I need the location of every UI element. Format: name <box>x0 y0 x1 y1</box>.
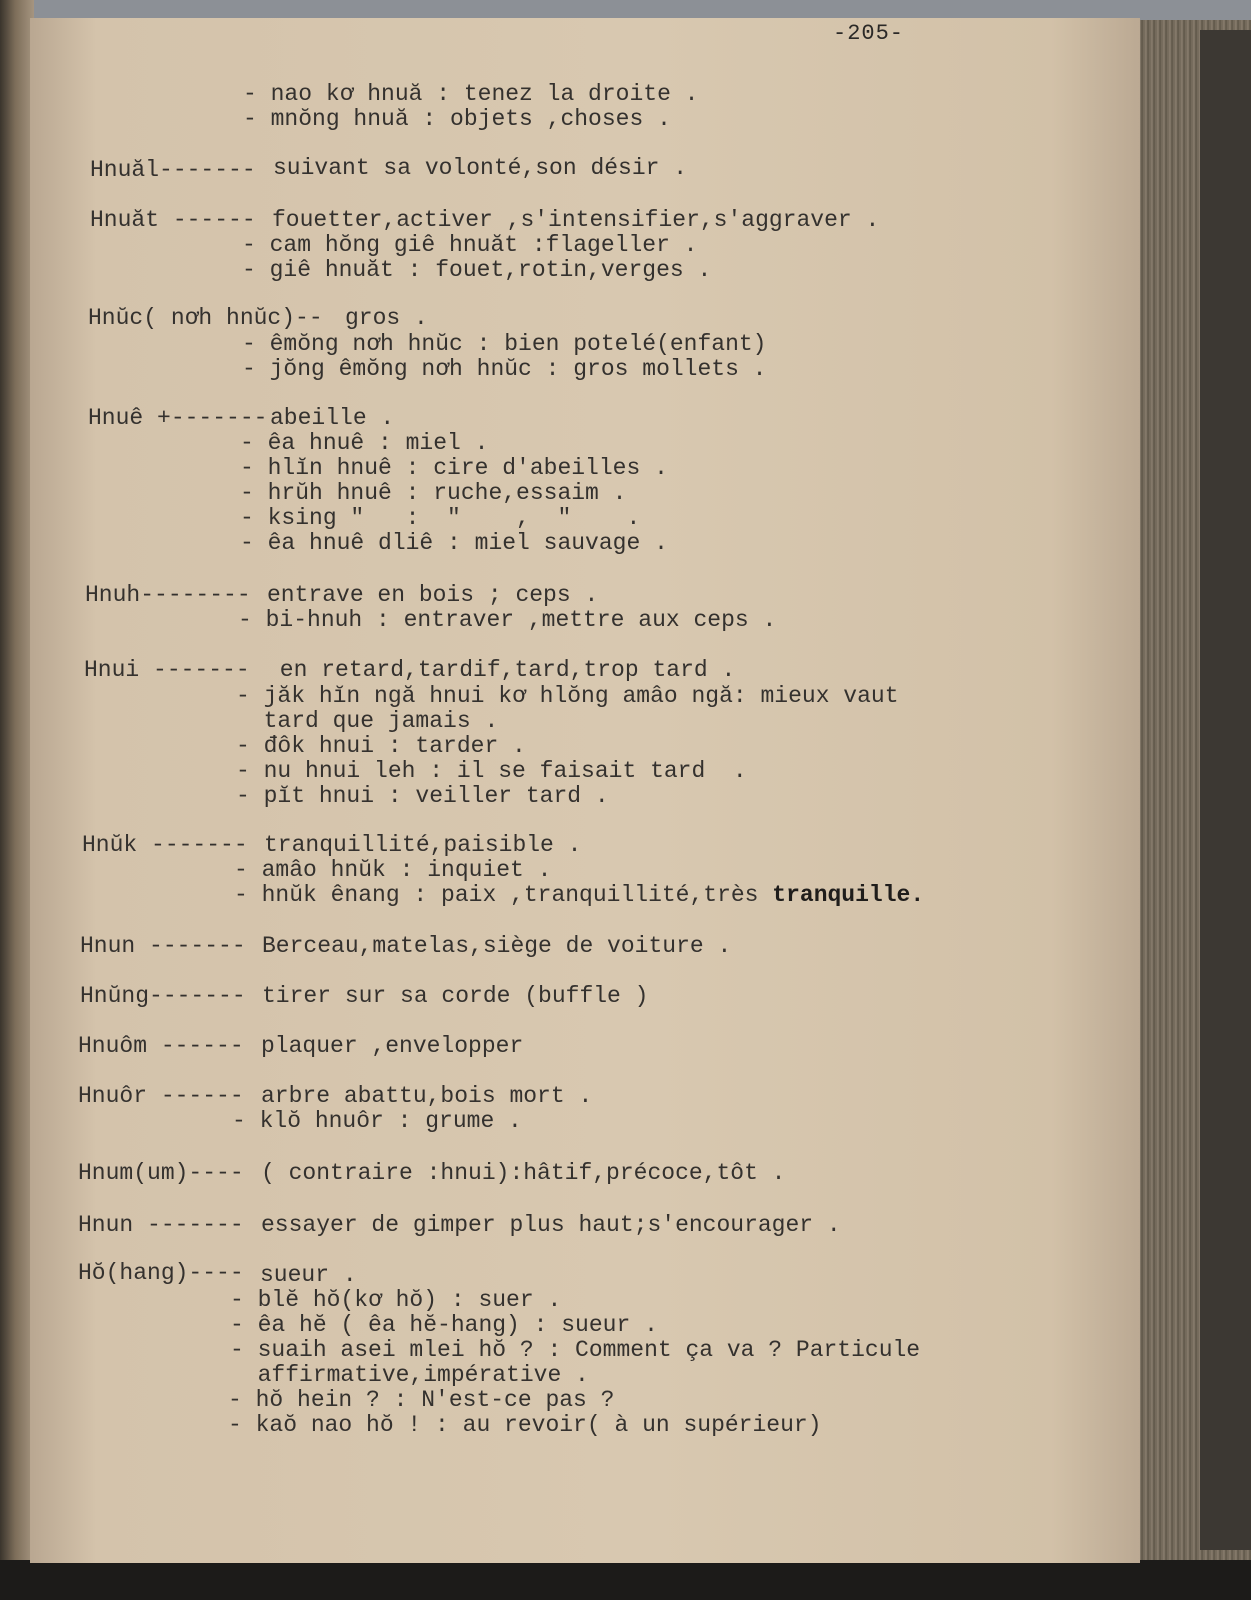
headword: Hnum(um)---- <box>78 1160 244 1186</box>
entry-line: - đôk hnui : tarder . <box>236 733 526 759</box>
page-block-shadow <box>1200 30 1251 1550</box>
definition: entrave en bois ; ceps . <box>267 582 599 608</box>
headword: Hnun ------- <box>80 933 246 959</box>
entry-line: - klŏ hnuôr : grume . <box>232 1108 522 1134</box>
book-spine-edge <box>0 0 34 1600</box>
headword: Hŏ(hang)---- <box>78 1260 244 1286</box>
bold-word: tranquille. <box>772 882 925 908</box>
entry-line: - cam hŏng giê hnuăt :flageller . <box>242 232 698 258</box>
definition: Berceau,matelas,siège de voiture . <box>262 933 732 959</box>
definition: abeille . <box>270 405 395 431</box>
headword: Hnŭng------- <box>80 983 246 1009</box>
entry-line: - blĕ hŏ(kơ hŏ) : suer . <box>230 1287 562 1313</box>
entry-line: - êa hĕ ( êa hĕ-hang) : sueur . <box>230 1312 658 1338</box>
entry-line: - êa hnuê : miel . <box>240 430 489 456</box>
definition: plaquer ,envelopper <box>261 1033 524 1059</box>
entry-line: affirmative,impérative . <box>230 1362 589 1388</box>
headword: Hnŭc( nơh hnŭc)-- <box>88 305 323 331</box>
definition: essayer de gimper plus haut;s'encourager . <box>261 1212 841 1238</box>
definition: arbre abattu,bois mort . <box>261 1083 593 1109</box>
entry-line: - nao kơ hnuă : tenez la droite . <box>243 81 699 107</box>
headword: Hnuh-------- <box>85 582 251 608</box>
entry-line: - hlĭn hnuê : cire d'abeilles . <box>240 455 668 481</box>
entry-line: - hrŭh hnuê : ruche,essaim . <box>240 480 627 506</box>
entry-line: - pĭt hnui : veiller tard . <box>236 783 609 809</box>
definition: tranquillité,paisible . <box>264 832 582 858</box>
entry-line: - mnŏng hnuă : objets ,choses . <box>243 106 671 132</box>
definition: fouetter,activer ,s'intensifier,s'aggraver . <box>272 207 880 233</box>
entry-line: - jŏng êmŏng nơh hnŭc : gros mollets . <box>242 356 767 382</box>
entry-line: - ksing " : " , " . <box>240 505 641 531</box>
entry-line: - bi-hnuh : entraver ,mettre aux ceps . <box>238 607 777 633</box>
headword: Hnun ------- <box>78 1212 244 1238</box>
dictionary-page <box>30 18 1140 1563</box>
definition: tirer sur sa corde (buffle ) <box>262 983 649 1009</box>
entry-line: - suaih asei mlei hŏ ? : Comment ça va ? Particule <box>230 1337 921 1363</box>
headword: Hnuôm ------ <box>78 1033 244 1059</box>
entry-line: - jăk hĭn ngă hnui kơ hlŏng amâo ngă: mieux vaut <box>236 683 899 709</box>
entry-line: - kaŏ nao hŏ ! : au revoir( à un supérieur) <box>228 1412 822 1438</box>
page-number: -205- <box>833 21 905 46</box>
definition: suivant sa volonté,son désir . <box>273 155 688 181</box>
definition: ( contraire :hnui):hâtif,précoce,tôt . <box>261 1160 786 1186</box>
entry-line: - hŏ hein ? : N'est-ce pas ? <box>228 1387 615 1413</box>
entry-line: - êmŏng nơh hnŭc : bien potelé(enfant) <box>242 331 767 357</box>
headword: Hnuăt ------ <box>90 207 256 233</box>
entry-line: - amâo hnŭk : inquiet . <box>234 857 552 883</box>
entry-line: - êa hnuê dliê : miel sauvage . <box>240 530 668 556</box>
headword: Hnuê +------- <box>88 405 268 431</box>
definition: en retard,tardif,tard,trop tard . <box>266 657 736 683</box>
entry-line: - nu hnui leh : il se faisait tard . <box>236 758 747 784</box>
definition: sueur . <box>260 1262 357 1288</box>
headword: Hnuăl------- <box>90 157 256 183</box>
entry-line: tard que jamais . <box>236 708 499 734</box>
headword: Hnui ------- <box>84 657 250 683</box>
definition: gros . <box>345 305 428 331</box>
entry-line: - hnŭk ênang : paix ,tranquillité,très tranquille. <box>234 882 925 908</box>
bottom-shadow <box>0 1560 1251 1600</box>
headword: Hnuôr ------ <box>78 1083 244 1109</box>
headword: Hnŭk ------- <box>82 832 248 858</box>
entry-line: - giê hnuăt : fouet,rotin,verges . <box>242 257 712 283</box>
